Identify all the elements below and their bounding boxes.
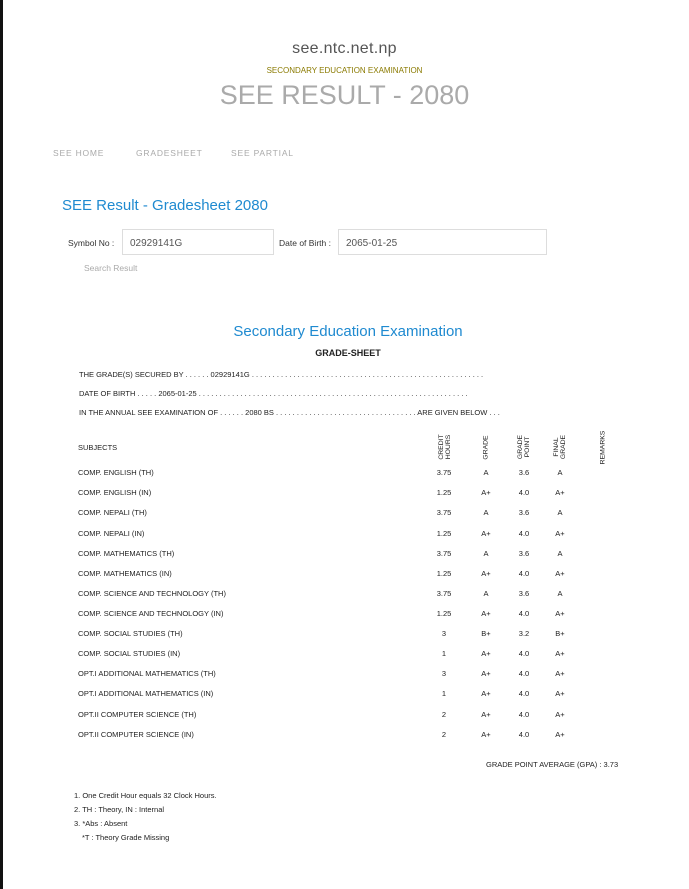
cell-final-grade: A+ [555,569,565,578]
cell-subject: COMP. SOCIAL STUDIES (IN) [78,649,181,658]
table-row [0,669,689,689]
info-secured-by: THE GRADE(S) SECURED BY . . . . . . 02929141G . . . . . . . . . . . . . . . . . . . . . . . . . . . . . . . . . . . . . . . . . . . . . . . . . . . . . . . . [79,370,484,379]
symbol-input[interactable]: 02929141G [122,229,274,255]
column-final-grade-line1: FINAL [553,437,560,457]
table-row [0,508,689,528]
cell-grade-point: 4.0 [518,649,530,658]
column-credit-hours-line2: HOURS [445,434,452,460]
column-final-grade-line2: GRADE [560,434,567,460]
cell-final-grade: A+ [555,710,565,719]
cell-grade-point: 4.0 [518,569,530,578]
column-subjects: SUBJECTS [78,443,118,452]
cell-subject: OPT.II COMPUTER SCIENCE (TH) [78,710,197,719]
cell-final-grade: B+ [555,629,565,638]
info-exam: IN THE ANNUAL SEE EXAMINATION OF . . . . . . 2080 BS . . . . . . . . . . . . . . . . . . . . . . . . . . . . . . . . . . ARE GIVEN BELOW . . . [79,408,500,417]
info-date-of-birth: DATE OF BIRTH . . . . . 2065-01-25 . . . . . . . . . . . . . . . . . . . . . . . . . . . . . . . . . . . . . . . . . . . . . . . . . . . . . . . . . . . . . . . . . [79,389,468,398]
table-row [0,468,689,488]
cell-credit: 1.25 [436,569,452,578]
cell-grade: A [483,508,489,517]
cell-grade-point: 3.6 [518,468,530,477]
cell-credit: 1 [441,689,447,698]
cell-final-grade: A+ [555,669,565,678]
symbol-label: Symbol No : [68,238,115,248]
cell-final-grade: A [557,468,563,477]
cell-final-grade: A [557,589,563,598]
cell-credit: 1 [441,649,447,658]
cell-subject: COMP. SCIENCE AND TECHNOLOGY (IN) [78,609,224,618]
cell-credit: 1.25 [436,609,452,618]
search-result-button[interactable]: Search Result [84,263,138,273]
page-title: SEE RESULT - 2080 [219,80,470,110]
cell-subject: COMP. MATHEMATICS (TH) [78,549,175,558]
cell-grade-point: 3.2 [518,629,530,638]
dob-label: Date of Birth : [279,238,331,248]
cell-grade-point: 4.0 [518,529,530,538]
cell-grade-point: 4.0 [518,488,530,497]
cell-grade: A+ [481,569,491,578]
nav-see-partial[interactable]: SEE PARTIAL [231,148,294,158]
cell-final-grade: A [557,508,563,517]
table-row [0,629,689,649]
table-row [0,529,689,549]
cell-grade: A+ [481,710,491,719]
column-final-grade [553,427,567,467]
column-credit-hours [438,427,452,467]
cell-final-grade: A+ [555,649,565,658]
site-subtitle: SECONDARY EDUCATION EXAMINATION [266,66,423,75]
cell-grade-point: 3.6 [518,508,530,517]
site-name: see.ntc.net.np [292,40,397,57]
cell-credit: 2 [441,730,447,739]
cell-credit: 3.75 [436,508,452,517]
column-remarks-label: REMARKS [599,430,607,465]
cell-grade-point: 4.0 [518,710,530,719]
cell-subject: COMP. NEPALI (TH) [78,508,147,517]
cell-subject: OPT.II COMPUTER SCIENCE (IN) [78,730,194,739]
cell-final-grade: A+ [555,488,565,497]
cell-subject: OPT.I ADDITIONAL MATHEMATICS (TH) [78,669,216,678]
cell-credit: 1.25 [436,529,452,538]
cell-grade-point: 4.0 [518,689,530,698]
note-item: 3. *Abs : Absent [74,819,128,828]
sheet-title: Secondary Education Examination [233,323,463,340]
table-row [0,488,689,508]
column-credit-hours-line1: CREDIT [438,434,445,460]
cell-grade: A [483,468,489,477]
cell-grade-point: 3.6 [518,589,530,598]
cell-final-grade: A [557,549,563,558]
cell-grade: A+ [481,730,491,739]
window-edge [0,0,3,889]
nav-see-home[interactable]: SEE HOME [53,148,105,158]
cell-grade: B+ [481,629,491,638]
cell-credit: 3 [441,629,447,638]
table-row [0,689,689,709]
table-row [0,609,689,629]
cell-grade-point: 3.6 [518,549,530,558]
column-grade-point [517,427,531,467]
column-grade-point-line2: POINT [524,436,531,458]
table-row [0,549,689,569]
cell-final-grade: A+ [555,689,565,698]
cell-grade: A+ [481,488,491,497]
table-row [0,710,689,730]
cell-grade: A+ [481,689,491,698]
cell-grade: A [483,549,489,558]
gpa-summary: GRADE POINT AVERAGE (GPA) : 3.73 [486,760,619,769]
cell-grade-point: 4.0 [518,730,530,739]
cell-credit: 3.75 [436,468,452,477]
cell-subject: OPT.I ADDITIONAL MATHEMATICS (IN) [78,689,214,698]
table-row [0,569,689,589]
cell-credit: 2 [441,710,447,719]
cell-subject: COMP. SCIENCE AND TECHNOLOGY (TH) [78,589,226,598]
table-row [0,730,689,750]
column-remarks [600,428,607,468]
cell-grade: A+ [481,669,491,678]
cell-final-grade: A+ [555,529,565,538]
cell-grade-point: 4.0 [518,609,530,618]
note-item: 1. One Credit Hour equals 32 Clock Hours. [74,791,217,800]
cell-grade-point: 4.0 [518,669,530,678]
column-grade [483,428,490,468]
cell-subject: COMP. ENGLISH (IN) [78,488,152,497]
cell-grade: A+ [481,609,491,618]
cell-subject: COMP. SOCIAL STUDIES (TH) [78,629,183,638]
cell-final-grade: A+ [555,730,565,739]
table-row [0,649,689,669]
gradesheet-heading: SEE Result - Gradesheet 2080 [62,197,268,214]
cell-credit: 3.75 [436,549,452,558]
cell-subject: COMP. ENGLISH (TH) [78,468,154,477]
note-item: *T : Theory Grade Missing [82,833,170,842]
cell-final-grade: A+ [555,609,565,618]
nav-gradesheet[interactable]: GRADESHEET [136,148,203,158]
cell-subject: COMP. NEPALI (IN) [78,529,145,538]
cell-grade: A+ [481,649,491,658]
column-grade-label: GRADE [482,435,490,460]
note-item: 2. TH : Theory, IN : Internal [74,805,165,814]
cell-credit: 1.25 [436,488,452,497]
column-grade-point-line1: GRADE [517,434,524,460]
table-row [0,589,689,609]
dob-input[interactable]: 2065-01-25 [338,229,547,255]
cell-credit: 3 [441,669,447,678]
cell-grade: A+ [481,529,491,538]
cell-credit: 3.75 [436,589,452,598]
cell-grade: A [483,589,489,598]
sheet-subtitle: GRADE-SHEET [315,348,381,358]
cell-subject: COMP. MATHEMATICS (IN) [78,569,172,578]
